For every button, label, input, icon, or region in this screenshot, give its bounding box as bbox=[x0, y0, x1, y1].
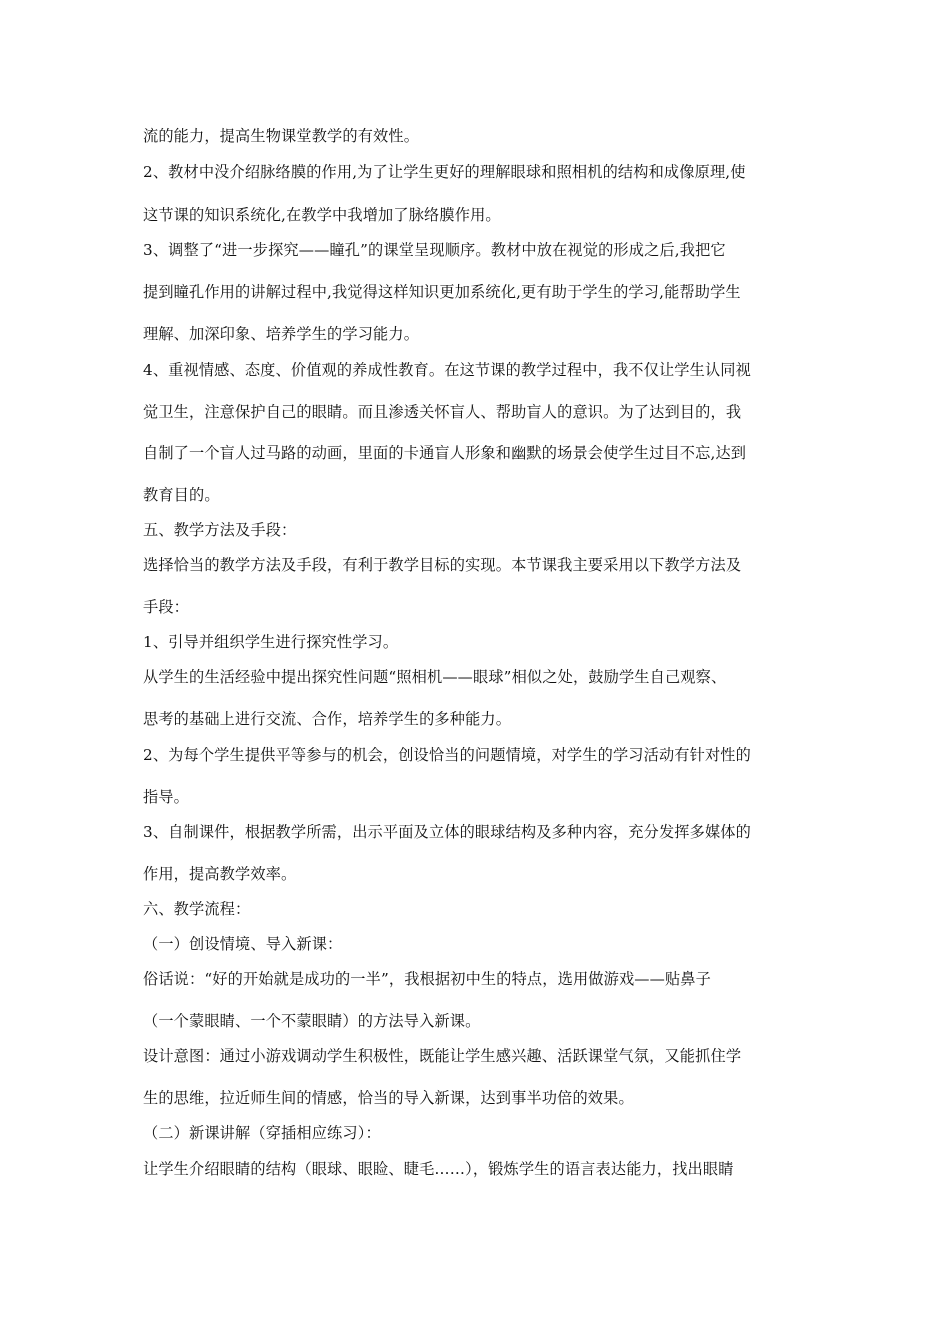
text-line: 从学生的生活经验中提出探究性问题“照相机——眼球”相似之处，鼓励学生自己观察、 bbox=[143, 668, 727, 686]
text-line: 手段： bbox=[143, 598, 190, 616]
text-line: 提到瞳孔作用的讲解过程中,我觉得这样知识更加系统化,更有助于学生的学习,能帮助学生 bbox=[143, 283, 741, 301]
text-line: 作用，提高教学效率。 bbox=[143, 865, 297, 883]
text-line: 2、教材中没介绍脉络膜的作用,为了让学生更好的理解眼球和照相机的结构和成像原理,使 bbox=[143, 163, 746, 181]
text-line: 俗话说：“好的开始就是成功的一半”，我根据初中生的特点，选用做游戏——贴鼻子 bbox=[143, 970, 711, 988]
text-line: 2、为每个学生提供平等参与的机会，创设恰当的问题情境，对学生的学习活动有针对性的 bbox=[143, 746, 751, 764]
section-heading: 五、教学方法及手段： bbox=[143, 521, 297, 539]
text-line: （一个蒙眼睛、一个不蒙眼睛）的方法导入新课。 bbox=[143, 1012, 481, 1030]
text-line: 选择恰当的教学方法及手段，有利于教学目标的实现。本节课我主要采用以下教学方法及 bbox=[143, 556, 742, 574]
text-line: 3、调整了“进一步探究——瞳孔”的课堂呈现顺序。教材中放在视觉的形成之后,我把它 bbox=[143, 241, 726, 259]
text-line: 思考的基础上进行交流、合作，培养学生的多种能力。 bbox=[143, 710, 512, 728]
section-heading: 六、教学流程： bbox=[143, 900, 251, 918]
text-line: 设计意图：通过小游戏调动学生积极性，既能让学生感兴趣、活跃课堂气氛，又能抓住学 bbox=[143, 1047, 742, 1065]
text-line: 流的能力，提高生物课堂教学的有效性。 bbox=[143, 127, 420, 145]
text-line: 理解、加深印象、培养学生的学习能力。 bbox=[143, 325, 420, 343]
text-line: 1、引导并组织学生进行探究性学习。 bbox=[143, 633, 399, 651]
text-line: 让学生介绍眼睛的结构（眼球、眼睑、睫毛……），锻炼学生的语言表达能力，找出眼睛 bbox=[143, 1160, 734, 1178]
text-line: 指导。 bbox=[143, 788, 190, 806]
text-line: 教育目的。 bbox=[143, 486, 220, 504]
text-line: 这节课的知识系统化,在教学中我增加了脉络膜作用。 bbox=[143, 206, 501, 224]
text-line: 觉卫生，注意保护自己的眼睛。而且渗透关怀盲人、帮助盲人的意识。为了达到目的，我 bbox=[143, 403, 742, 421]
text-line: 4、重视情感、态度、价值观的养成性教育。在这节课的教学过程中，我不仅让学生认同视 bbox=[143, 361, 751, 379]
subsection-heading: （一）创设情境、导入新课： bbox=[143, 935, 343, 953]
text-line: 自制了一个盲人过马路的动画，里面的卡通盲人形象和幽默的场景会使学生过目不忘,达到 bbox=[143, 444, 747, 462]
subsection-heading: （二）新课讲解（穿插相应练习）： bbox=[143, 1124, 381, 1142]
text-line: 生的思维，拉近师生间的情感，恰当的导入新课，达到事半功倍的效果。 bbox=[143, 1089, 634, 1107]
text-line: 3、自制课件，根据教学所需，出示平面及立体的眼球结构及多种内容，充分发挥多媒体的 bbox=[143, 823, 751, 841]
